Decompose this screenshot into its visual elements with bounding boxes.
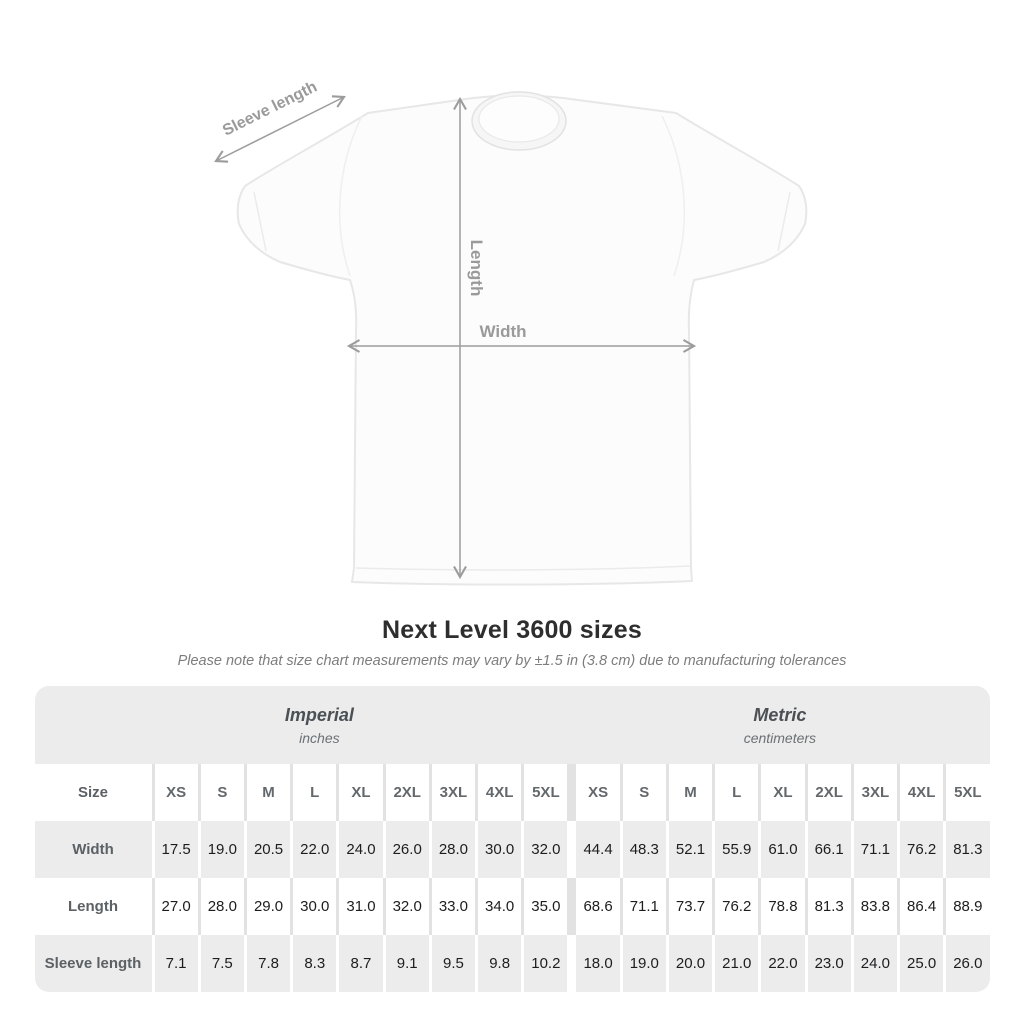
value-cell: 20.0 (666, 935, 712, 992)
value-cell: 86.4 (897, 878, 943, 935)
value-cell: 32.0 (521, 821, 567, 878)
value-cell: 52.1 (666, 821, 712, 878)
row-label: Length (68, 898, 118, 915)
imperial-group-name: Imperial (284, 704, 354, 725)
value-cell: 35.0 (521, 878, 567, 935)
value-cell: 48.3 (620, 821, 666, 878)
value-cell: 23.0 (805, 935, 851, 992)
value-cell: 33.0 (429, 878, 475, 935)
size-col-header: 5XL (521, 764, 567, 821)
value-cell: 83.8 (851, 878, 897, 935)
unit-group-header (35, 686, 990, 764)
size-col-header: L (712, 764, 758, 821)
value-cell: 71.1 (620, 878, 666, 935)
value-cell: 29.0 (244, 878, 290, 935)
metric-group-name: Metric (753, 704, 807, 725)
size-col-header: S (620, 764, 666, 821)
value-cell: 68.6 (567, 878, 619, 935)
size-col-header: XL (336, 764, 382, 821)
table-row (35, 878, 990, 935)
value-cell: 7.5 (198, 935, 244, 992)
sleeve-length-label: Sleeve length (220, 78, 320, 140)
value-cell: 81.3 (805, 878, 851, 935)
value-cell: 19.0 (620, 935, 666, 992)
value-cell: 8.7 (336, 935, 382, 992)
value-cell: 28.0 (429, 821, 475, 878)
size-column-label: Size (77, 784, 108, 801)
value-cell: 81.3 (943, 821, 989, 878)
value-cell: 21.0 (712, 935, 758, 992)
size-col-header: 5XL (943, 764, 989, 821)
value-cell: 73.7 (666, 878, 712, 935)
size-col-header: 3XL (429, 764, 475, 821)
size-col-header: L (290, 764, 336, 821)
value-cell: 44.4 (567, 821, 619, 878)
size-col-header: 3XL (851, 764, 897, 821)
value-cell: 9.8 (475, 935, 521, 992)
table-row (35, 821, 990, 878)
size-col-header: XL (758, 764, 804, 821)
size-col-header: XS (152, 764, 198, 821)
value-cell: 25.0 (897, 935, 943, 992)
value-cell: 19.0 (198, 821, 244, 878)
value-cell: 76.2 (712, 878, 758, 935)
length-label: Length (467, 239, 486, 297)
value-cell: 71.1 (851, 821, 897, 878)
row-label: Sleeve length (44, 955, 142, 972)
size-header-row (35, 764, 990, 821)
imperial-group-header (35, 686, 571, 764)
size-col-header: 2XL (383, 764, 429, 821)
size-col-header: M (244, 764, 290, 821)
value-cell: 55.9 (712, 821, 758, 878)
imperial-group-unit: inches (299, 729, 340, 746)
value-cell: 20.5 (244, 821, 290, 878)
value-cell: 88.9 (943, 878, 989, 935)
value-cell: 22.0 (290, 821, 336, 878)
value-cell: 24.0 (851, 935, 897, 992)
value-cell: 7.1 (152, 935, 198, 992)
value-cell: 26.0 (383, 821, 429, 878)
metric-group-header (570, 686, 989, 764)
size-col-header: XS (567, 764, 619, 821)
value-cell: 76.2 (897, 821, 943, 878)
value-cell: 61.0 (758, 821, 804, 878)
value-cell: 30.0 (290, 878, 336, 935)
value-cell: 66.1 (805, 821, 851, 878)
value-cell: 34.0 (475, 878, 521, 935)
metric-group-unit: centimeters (743, 729, 817, 746)
size-col-header: 4XL (897, 764, 943, 821)
value-cell: 8.3 (290, 935, 336, 992)
value-cell: 78.8 (758, 878, 804, 935)
row-label: Width (72, 841, 114, 858)
value-cell: 28.0 (198, 878, 244, 935)
tolerance-note: Please note that size chart measurements may vary by ±1.5 in (3.8 cm) due to manufacturing tolerances (177, 653, 847, 669)
table-row (35, 935, 990, 992)
width-label: Width (479, 322, 527, 341)
value-cell: 26.0 (943, 935, 989, 992)
size-chart-table (35, 686, 990, 992)
size-col-header: S (198, 764, 244, 821)
tshirt-collar-inner (479, 96, 559, 142)
value-cell: 32.0 (383, 878, 429, 935)
page-title: Next Level 3600 sizes (382, 616, 642, 644)
value-cell: 9.1 (383, 935, 429, 992)
size-col-header: 4XL (475, 764, 521, 821)
value-cell: 10.2 (521, 935, 567, 992)
value-cell: 30.0 (475, 821, 521, 878)
value-cell: 27.0 (152, 878, 198, 935)
size-col-header: 2XL (805, 764, 851, 821)
value-cell: 31.0 (336, 878, 382, 935)
value-cell: 24.0 (336, 821, 382, 878)
table-body (35, 821, 990, 992)
value-cell: 22.0 (758, 935, 804, 992)
value-cell: 9.5 (429, 935, 475, 992)
value-cell: 7.8 (244, 935, 290, 992)
size-col-header: M (666, 764, 712, 821)
value-cell: 18.0 (567, 935, 619, 992)
value-cell: 17.5 (152, 821, 198, 878)
